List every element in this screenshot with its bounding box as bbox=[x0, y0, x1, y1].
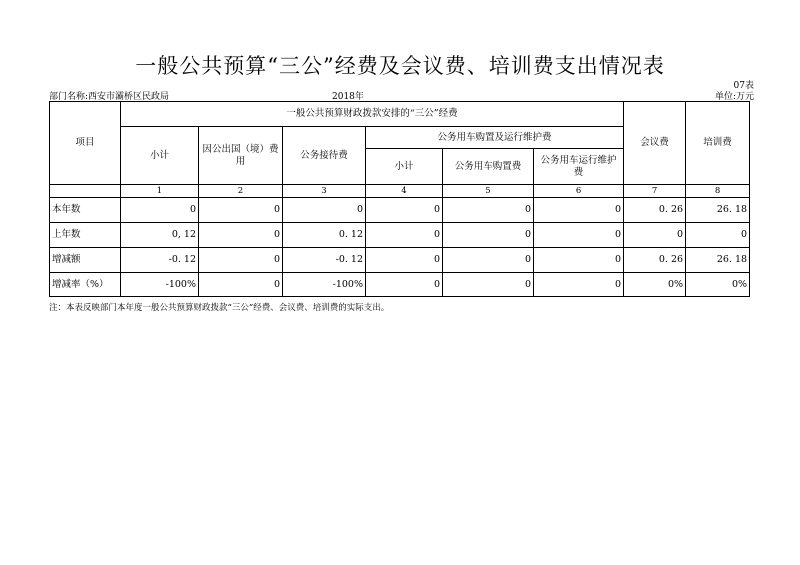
cell-value: 0% bbox=[686, 273, 750, 297]
unit-value: 万元 bbox=[735, 92, 754, 102]
cell-value: 26. 18 bbox=[686, 248, 750, 273]
cell-value: 0 bbox=[686, 223, 750, 248]
expense-table bbox=[49, 101, 750, 297]
cell-value: 0 bbox=[199, 198, 283, 223]
col-number: 4 bbox=[366, 185, 443, 198]
cell-value: 0 bbox=[366, 198, 443, 223]
cell-value: 0 bbox=[534, 248, 624, 273]
cell-value: 0 bbox=[366, 273, 443, 297]
row-label: 上年数 bbox=[50, 223, 121, 248]
cell-value: 0 bbox=[534, 198, 624, 223]
cell-value: 0 bbox=[283, 198, 366, 223]
footnote: 注：本表反映部门本年度一般公共预算财政拨款“三公”经费、会议费、培训费的实际支出。 bbox=[49, 303, 390, 313]
cell-value: 0 bbox=[199, 223, 283, 248]
meta-row bbox=[49, 89, 754, 101]
row-label: 增减额 bbox=[50, 248, 121, 273]
col-number-blank bbox=[50, 185, 121, 198]
header-abroad: 因公出国（境）费用 bbox=[199, 127, 283, 185]
header-vehicle-group: 公务用车购置及运行维护费 bbox=[366, 127, 624, 149]
header-meeting: 会议费 bbox=[624, 102, 686, 185]
table-row bbox=[50, 248, 750, 273]
header-reception: 公务接待费 bbox=[283, 127, 366, 185]
table-row bbox=[50, 223, 750, 248]
header-vehicle-operation: 公务用车运行维护费 bbox=[534, 149, 624, 185]
col-number: 3 bbox=[283, 185, 366, 198]
cell-value: 0 bbox=[534, 273, 624, 297]
department-label: 部门名称: bbox=[49, 92, 89, 102]
header-subtotal: 小计 bbox=[121, 127, 199, 185]
cell-value: 0 bbox=[443, 273, 534, 297]
cell-value: 0 bbox=[199, 248, 283, 273]
cell-value: 0 bbox=[366, 248, 443, 273]
col-number: 2 bbox=[199, 185, 283, 198]
cell-value: -100% bbox=[121, 273, 199, 297]
row-label: 增减率（%） bbox=[50, 273, 121, 297]
cell-value: 0. 26 bbox=[624, 198, 686, 223]
col-number: 6 bbox=[534, 185, 624, 198]
cell-value: 26. 18 bbox=[686, 198, 750, 223]
row-label: 本年数 bbox=[50, 198, 121, 223]
col-number: 5 bbox=[443, 185, 534, 198]
header-training: 培训费 bbox=[686, 102, 750, 185]
cell-value: 0 bbox=[534, 223, 624, 248]
cell-value: 0, 12 bbox=[121, 223, 199, 248]
col-number: 8 bbox=[686, 185, 750, 198]
cell-value: -0. 12 bbox=[283, 248, 366, 273]
header-item: 项目 bbox=[50, 102, 121, 185]
cell-value: 0 bbox=[443, 223, 534, 248]
cell-value: 0 bbox=[366, 223, 443, 248]
cell-value: 0 bbox=[443, 248, 534, 273]
cell-value: 0. 26 bbox=[624, 248, 686, 273]
table-row bbox=[50, 198, 750, 223]
year: 2018年 bbox=[332, 92, 364, 102]
cell-value: 0 bbox=[624, 223, 686, 248]
header-vehicle-subtotal: 小计 bbox=[366, 149, 443, 185]
header-vehicle-purchase: 公务用车购置费 bbox=[443, 149, 534, 185]
col-number: 1 bbox=[121, 185, 199, 198]
cell-value: -100% bbox=[283, 273, 366, 297]
cell-value: 0 bbox=[121, 198, 199, 223]
cell-value: -0. 12 bbox=[121, 248, 199, 273]
table-row bbox=[50, 273, 750, 297]
cell-value: 0 bbox=[199, 273, 283, 297]
table-number: 07表 bbox=[733, 81, 754, 91]
cell-value: 0. 12 bbox=[283, 223, 366, 248]
cell-value: 0 bbox=[443, 198, 534, 223]
cell-value: 0% bbox=[624, 273, 686, 297]
page-title: 一般公共预算“三公”经费及会议费、培训费支出情况表 bbox=[135, 54, 665, 78]
header-group-main: 一般公共预算财政拨款安排的“三公”经费 bbox=[121, 102, 624, 127]
col-number: 7 bbox=[624, 185, 686, 198]
unit-label: 单位: bbox=[714, 92, 736, 102]
department-name: 西安市灞桥区民政局 bbox=[88, 92, 170, 102]
